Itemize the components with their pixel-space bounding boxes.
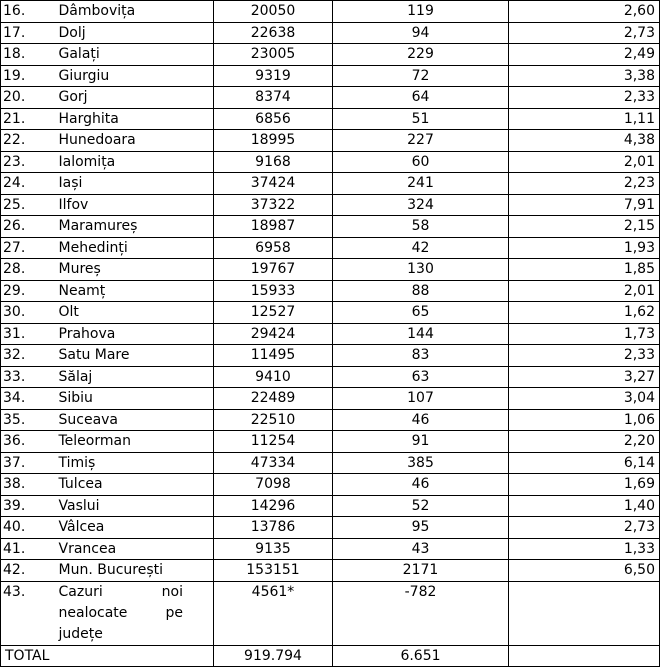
cases-new: 42 <box>333 237 509 259</box>
incidence-rate: 1,06 <box>509 409 660 431</box>
county-name: Vrancea <box>49 538 214 560</box>
county-name: Sălaj <box>49 366 214 388</box>
incidence-rate: 2,49 <box>509 44 660 66</box>
row-number: 28. <box>1 259 49 281</box>
cases-new: 91 <box>333 431 509 453</box>
incidence-rate: 2,73 <box>509 517 660 539</box>
county-name: Satu Mare <box>49 345 214 367</box>
table-row <box>1 237 660 259</box>
table-row <box>1 366 660 388</box>
table-row <box>1 108 660 130</box>
table-row <box>1 431 660 453</box>
table-body <box>1 1 660 667</box>
incidence-rate: 1,33 <box>509 538 660 560</box>
table-row <box>1 151 660 173</box>
row-number: 20. <box>1 87 49 109</box>
incidence-rate: 2,20 <box>509 431 660 453</box>
cases-total: 22638 <box>214 22 333 44</box>
county-name: Neamț <box>49 280 214 302</box>
table-row-unallocated <box>1 581 660 645</box>
total-cases: 919.794 <box>214 645 333 667</box>
cases-total: 37322 <box>214 194 333 216</box>
table-row <box>1 216 660 238</box>
county-name <box>49 581 214 645</box>
incidence-rate: 2,73 <box>509 22 660 44</box>
row-number: 16. <box>1 1 49 23</box>
cases-total: 4561* <box>214 581 333 645</box>
cases-new: 94 <box>333 22 509 44</box>
cases-total: 8374 <box>214 87 333 109</box>
table-row <box>1 44 660 66</box>
total-rate <box>509 645 660 667</box>
cases-new: 119 <box>333 1 509 23</box>
cases-new: 52 <box>333 495 509 517</box>
table-row <box>1 280 660 302</box>
row-number: 41. <box>1 538 49 560</box>
county-name: Teleorman <box>49 431 214 453</box>
row-number: 37. <box>1 452 49 474</box>
cases-total: 11254 <box>214 431 333 453</box>
table-row <box>1 323 660 345</box>
cases-new: 130 <box>333 259 509 281</box>
incidence-rate: 1,40 <box>509 495 660 517</box>
row-number: 24. <box>1 173 49 195</box>
county-name: Tulcea <box>49 474 214 496</box>
cases-total: 11495 <box>214 345 333 367</box>
incidence-rate: 2,01 <box>509 151 660 173</box>
cases-total: 153151 <box>214 560 333 582</box>
row-number: 17. <box>1 22 49 44</box>
table-row <box>1 22 660 44</box>
row-number: 35. <box>1 409 49 431</box>
row-number: 30. <box>1 302 49 324</box>
county-name: Gorj <box>49 87 214 109</box>
label-line-3: județe <box>58 625 103 642</box>
row-number: 38. <box>1 474 49 496</box>
county-name: Olt <box>49 302 214 324</box>
incidence-rate: 1,69 <box>509 474 660 496</box>
cases-new: -782 <box>333 581 509 645</box>
incidence-rate: 3,27 <box>509 366 660 388</box>
county-name: Iași <box>49 173 214 195</box>
cases-total: 12527 <box>214 302 333 324</box>
table-row <box>1 345 660 367</box>
county-name: Mehedinți <box>49 237 214 259</box>
incidence-rate: 6,50 <box>509 560 660 582</box>
incidence-rate: 2,60 <box>509 1 660 23</box>
row-number: 43. <box>1 581 49 645</box>
cases-new: 43 <box>333 538 509 560</box>
label-word: pe <box>165 604 183 621</box>
table-row <box>1 538 660 560</box>
cases-new: 65 <box>333 302 509 324</box>
cases-new: 324 <box>333 194 509 216</box>
county-name: Giurgiu <box>49 65 214 87</box>
county-name: Mun. București <box>49 560 214 582</box>
table-row <box>1 495 660 517</box>
row-number: 42. <box>1 560 49 582</box>
cases-new: 46 <box>333 474 509 496</box>
county-name: Ialomița <box>49 151 214 173</box>
cases-new: 72 <box>333 65 509 87</box>
incidence-rate: 3,38 <box>509 65 660 87</box>
cases-total: 20050 <box>214 1 333 23</box>
label-word: Cazuri <box>58 583 103 600</box>
county-name: Sibiu <box>49 388 214 410</box>
county-name: Vâlcea <box>49 517 214 539</box>
cases-total: 22510 <box>214 409 333 431</box>
cases-new: 2171 <box>333 560 509 582</box>
county-name: Galați <box>49 44 214 66</box>
cases-total: 7098 <box>214 474 333 496</box>
incidence-rate: 4,38 <box>509 130 660 152</box>
cases-new: 144 <box>333 323 509 345</box>
row-number: 33. <box>1 366 49 388</box>
label-word: noi <box>161 583 183 600</box>
row-number: 19. <box>1 65 49 87</box>
county-name: Timiș <box>49 452 214 474</box>
county-name: Harghita <box>49 108 214 130</box>
cases-new: 64 <box>333 87 509 109</box>
cases-new: 385 <box>333 452 509 474</box>
cases-new: 88 <box>333 280 509 302</box>
cases-new: 46 <box>333 409 509 431</box>
incidence-rate: 2,23 <box>509 173 660 195</box>
cases-new: 241 <box>333 173 509 195</box>
row-number: 23. <box>1 151 49 173</box>
total-new: 6.651 <box>333 645 509 667</box>
cases-new: 58 <box>333 216 509 238</box>
row-number: 26. <box>1 216 49 238</box>
row-number: 18. <box>1 44 49 66</box>
cases-total: 9168 <box>214 151 333 173</box>
row-number: 21. <box>1 108 49 130</box>
table-row-total <box>1 645 660 667</box>
table-row <box>1 560 660 582</box>
cases-total: 13786 <box>214 517 333 539</box>
label-line-2 <box>59 603 184 624</box>
incidence-rate: 1,62 <box>509 302 660 324</box>
cases-new: 227 <box>333 130 509 152</box>
cases-total: 9135 <box>214 538 333 560</box>
incidence-rate <box>509 581 660 645</box>
cases-total: 18995 <box>214 130 333 152</box>
table-row <box>1 130 660 152</box>
cases-new: 107 <box>333 388 509 410</box>
county-name: Ilfov <box>49 194 214 216</box>
total-label: TOTAL <box>1 645 214 667</box>
cases-total: 15933 <box>214 280 333 302</box>
county-name: Vaslui <box>49 495 214 517</box>
row-number: 22. <box>1 130 49 152</box>
incidence-rate: 1,73 <box>509 323 660 345</box>
row-number: 34. <box>1 388 49 410</box>
cases-total: 9319 <box>214 65 333 87</box>
cases-total: 47334 <box>214 452 333 474</box>
row-number: 31. <box>1 323 49 345</box>
row-number: 39. <box>1 495 49 517</box>
table-row <box>1 409 660 431</box>
county-name: Suceava <box>49 409 214 431</box>
incidence-rate: 2,01 <box>509 280 660 302</box>
county-name: Dolj <box>49 22 214 44</box>
cases-total: 6958 <box>214 237 333 259</box>
table-row <box>1 517 660 539</box>
incidence-rate: 2,33 <box>509 345 660 367</box>
county-name: Prahova <box>49 323 214 345</box>
table-row <box>1 65 660 87</box>
incidence-rate: 1,11 <box>509 108 660 130</box>
county-name: Hunedoara <box>49 130 214 152</box>
label-word: nealocate <box>58 604 128 621</box>
cases-total: 37424 <box>214 173 333 195</box>
row-number: 25. <box>1 194 49 216</box>
cases-total: 19767 <box>214 259 333 281</box>
table-row <box>1 1 660 23</box>
cases-new: 63 <box>333 366 509 388</box>
cases-total: 29424 <box>214 323 333 345</box>
incidence-rate: 7,91 <box>509 194 660 216</box>
table-row <box>1 302 660 324</box>
label-line-1 <box>59 582 184 603</box>
row-number: 27. <box>1 237 49 259</box>
incidence-rate: 3,04 <box>509 388 660 410</box>
cases-total: 23005 <box>214 44 333 66</box>
table-row <box>1 474 660 496</box>
county-name: Maramureș <box>49 216 214 238</box>
incidence-rate: 1,93 <box>509 237 660 259</box>
county-name: Mureș <box>49 259 214 281</box>
row-number: 36. <box>1 431 49 453</box>
cases-new: 83 <box>333 345 509 367</box>
incidence-rate: 2,15 <box>509 216 660 238</box>
table-row <box>1 452 660 474</box>
table-row <box>1 259 660 281</box>
row-number: 40. <box>1 517 49 539</box>
cases-new: 229 <box>333 44 509 66</box>
row-number: 32. <box>1 345 49 367</box>
cases-new: 95 <box>333 517 509 539</box>
cases-total: 14296 <box>214 495 333 517</box>
cases-new: 60 <box>333 151 509 173</box>
row-number: 29. <box>1 280 49 302</box>
table-row <box>1 87 660 109</box>
table-row <box>1 173 660 195</box>
county-name: Dâmbovița <box>49 1 214 23</box>
incidence-rate: 6,14 <box>509 452 660 474</box>
cases-total: 18987 <box>214 216 333 238</box>
cases-total: 6856 <box>214 108 333 130</box>
table-row <box>1 388 660 410</box>
incidence-rate: 1,85 <box>509 259 660 281</box>
incidence-rate: 2,33 <box>509 87 660 109</box>
cases-new: 51 <box>333 108 509 130</box>
table-row <box>1 194 660 216</box>
cases-total: 22489 <box>214 388 333 410</box>
cases-total: 9410 <box>214 366 333 388</box>
